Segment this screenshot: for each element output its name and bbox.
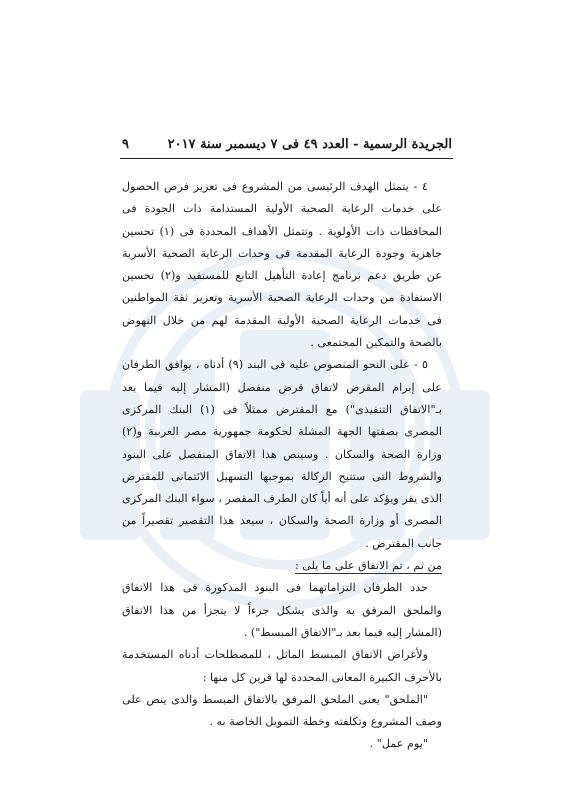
definition-annex: "الملحق" يعنى الملحق المرفق بالاتفاق المبسط والذى ينص على وصف المشروع وتكلفته وخطة التمويل الخاصة به . bbox=[122, 692, 442, 729]
agreement-line-text: من ثم ، تم الاتفاق على ما يلى : bbox=[294, 559, 442, 573]
paragraph-4: ٤ - يتمثل الهدف الرئيسى من المشروع فى تعزيز فرص الحصول على خدمات الرعاية الصحية الأولية المستدامة ذات الجودة فى المحافظات ذات الأولوية . وتتمثل الأهداف المحددة فى (١) تحسين جاهزية وجودة الرعاية المقدمة فى وحدات الرعاية الصحية الأسرية عن طريق دعم برنامج إعادة التأهيل التابع للمستفيد و(٢) تحسين الاستفادة من وحدات الرعاية الصحية الأسرية وتعزيز ثقة المواطنين فى خدمات الرعاية الصحية الأولية المقدمة لهم من خلال النهوض بالصحة والتمكين المجتمعى . bbox=[122, 180, 442, 350]
page-header bbox=[122, 133, 452, 155]
paragraph-5: ٥ - على النحو المنصوص عليه فى البند (٩) أدناه ، يوافق الطرفان على إبرام المقرض لاتفاق قرض منفصل (المشار إليه فيما بعد بـ"الاتفاق التنفيذى") مع المقترض ممثلاً فى (١) البنك المركزى المصرى بصفتها الجهة المشلة لحكومة جمهورية مصر العربية و(٢) وزارة الصحة والسكان . وسينص هذا الاتفاق المنفصل على البنود والشروط التى ستتيح الركالة بموجبها التسهيل الائتمانى للمقترض الذى يقر ويؤكد على أنه أياً كان الطرف المقصر ، سواء البنك المركزى المصرى أو وزارة الصحة والسكان ، سيعد هذا التقصير تقصيراً من جانب المقترض . bbox=[122, 358, 442, 550]
page-number: ٩ bbox=[122, 136, 129, 152]
paragraph-parties: حدد الطرفان التزاماتهما فى البنود المذكورة فى هذا الاتفاق والملحق المرفق به والذى يشكل جزءاً لا يتجزأ من هذا الاتفاق (المشار إليه فيما بعد بـ"الاتفاق المبسط") . bbox=[122, 581, 442, 639]
paragraph-definitions: ولأغراض الاتفاق المبسط الماثل ، للمصطلحات أدناه المستخدمة بالأحرف الكبيرة المعانى المحددة لها قرين كل منها : bbox=[122, 648, 442, 684]
agreement-line bbox=[122, 555, 442, 577]
header-divider bbox=[120, 158, 453, 159]
document-body bbox=[122, 176, 442, 756]
definition-workday: "يوم عمل" . bbox=[369, 737, 428, 751]
header-title: الجريدة الرسمية - العدد ٤٩ فى ٧ ديسمبر سنة ٢٠١٧ bbox=[167, 136, 452, 152]
